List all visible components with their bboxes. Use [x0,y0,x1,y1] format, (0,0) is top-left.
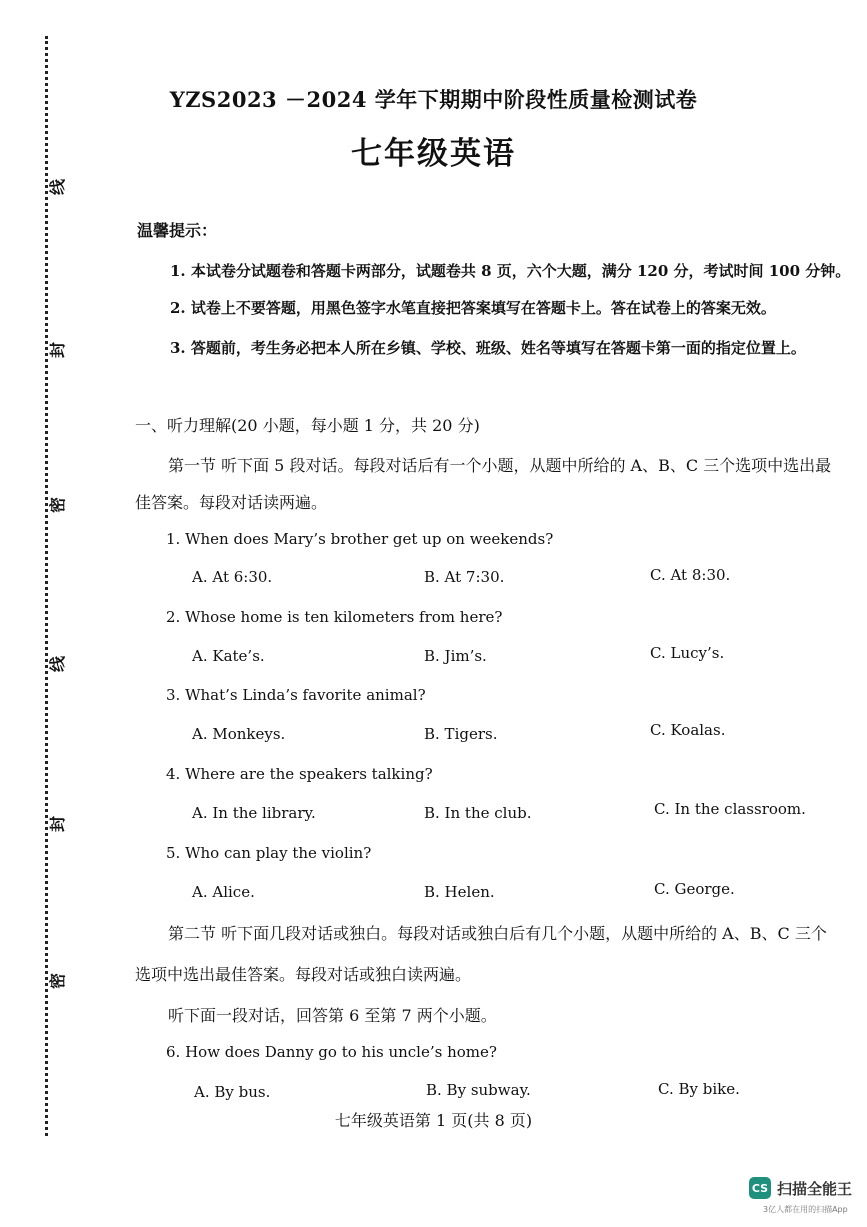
option-b: B. By subway. [426,1081,531,1099]
option-a: A. In the library. [192,804,316,822]
margin-char: 密 [49,970,67,992]
option-b: B. Tigers. [424,725,498,743]
part2-instruction: 第二节 听下面几段对话或独白。每段对话或独白后有几个小题，从题中所给的 A、B、C 三个 [168,924,827,943]
question-stem: 4. Where are the speakers talking? [166,765,433,783]
option-c: C. At 8:30. [650,566,731,584]
option-c: C. Koalas. [650,721,726,739]
option-b: B. Jim’s. [424,647,487,665]
notice-heading: 温馨提示： [137,221,218,240]
margin-char: 封 [49,813,67,835]
part1-instruction-cont: 佳答案。每段对话读两遍。 [135,493,328,512]
question-stem: 2. Whose home is ten kilometers from here? [166,608,503,626]
option-b: B. In the club. [424,804,532,822]
exam-subject: 七年级英语 [351,136,516,172]
part1-instruction: 第一节 听下面 5 段对话。每段对话后有一个小题，从题中所给的 A、B、C 三个选项中选出最 [168,456,832,475]
exam-title: YZS2023 －2024 学年下期期中阶段性质量检测试卷 [169,87,698,112]
binding-dotted-line [45,36,48,1136]
scanner-app-name: 扫描全能王 [777,1179,853,1198]
option-c: C. Lucy’s. [650,644,725,662]
option-a: A. At 6:30. [192,568,273,586]
option-c: C. In the classroom. [654,800,806,818]
margin-char: 封 [49,339,67,361]
cs-logo-icon: CS [749,1177,771,1199]
option-a: A. Monkeys. [192,725,286,743]
option-a: A. Kate’s. [192,647,265,665]
question-stem: 1. When does Mary’s brother get up on weekends? [166,530,554,548]
option-b: B. At 7:30. [424,568,505,586]
scanner-watermark [749,1177,852,1199]
option-a: A. Alice. [192,883,255,901]
page-footer: 七年级英语第 1 页(共 8 页) [334,1111,533,1130]
question-stem: 5. Who can play the violin? [166,844,372,862]
notice-item: 1. 本试卷分试题卷和答题卡两部分，试题卷共 8 页，六个大题，满分 120 分，考试时间 100 分钟。 [170,262,851,280]
option-c: C. By bike. [658,1080,740,1098]
option-c: C. George. [654,880,735,898]
scanner-tagline: 3亿人都在用的扫描App [763,1205,848,1214]
notice-item: 3. 答题前，考生务必把本人所在乡镇、学校、班级、姓名等填写在答题卡第一面的指定位置上。 [170,339,806,357]
option-a: A. By bus. [194,1083,271,1101]
question-stem: 3. What’s Linda’s favorite animal? [166,686,426,704]
margin-char: 密 [49,494,67,516]
part2-instruction-cont: 选项中选出最佳答案。每段对话或独白读两遍。 [135,965,472,984]
part2-intro: 听下面一段对话，回答第 6 至第 7 两个小题。 [168,1006,497,1025]
section-heading: 一、听力理解(20 小题，每小题 1 分，共 20 分) [135,416,480,435]
option-b: B. Helen. [424,883,495,901]
margin-char: 线 [49,176,67,198]
question-stem: 6. How does Danny go to his uncle’s home? [166,1043,497,1061]
notice-item: 2. 试卷上不要答题，用黑色签字水笔直接把答案填写在答题卡上。答在试卷上的答案无效。 [170,299,776,317]
margin-char: 线 [49,653,67,675]
